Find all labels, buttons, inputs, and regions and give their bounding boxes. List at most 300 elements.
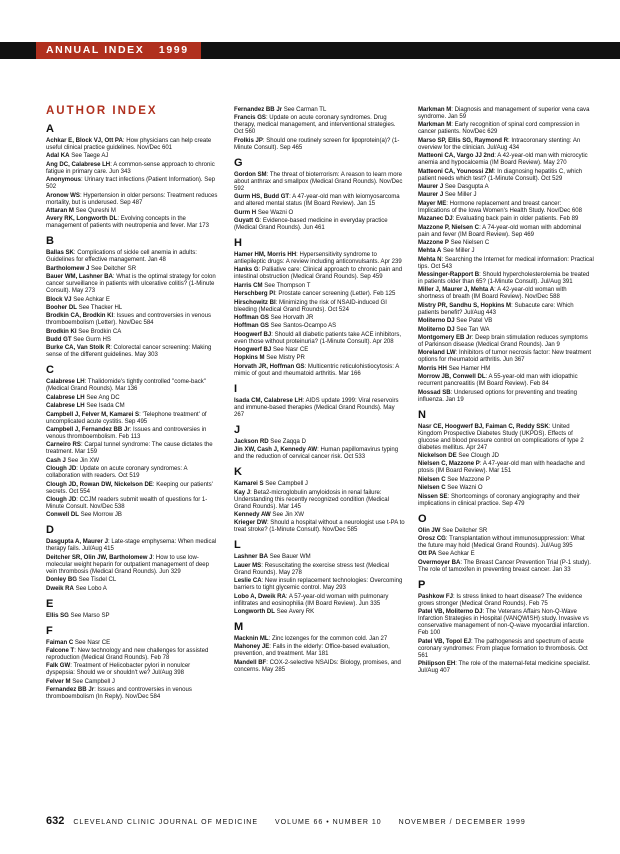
entry-text: : New technology and new challenges for assisted reproduction (Medical Grand Rounds). Feb 78 (46, 647, 209, 661)
letter-heading: G (234, 156, 243, 169)
entry-authors: Anonymous (46, 177, 81, 184)
entry-text: : Beta2-microglobulin amyloidosis in renal failure: Understanding this recently recognized condition (Medical Grand Rounds). Mar 145 (234, 489, 389, 510)
index-entry (46, 427, 218, 441)
entry-authors: Attaran M (46, 207, 74, 214)
index-entry (418, 536, 594, 550)
entry-text: : Thalidomide's tightly controlled "come-back" (Medical Grand Rounds). Mar 136 (46, 379, 206, 393)
entry-authors: Adal KA (46, 153, 70, 160)
entry-text: See Carman TL (282, 107, 327, 113)
entry-authors: Kay J (234, 489, 251, 496)
entry-authors: Mehta A (418, 248, 442, 255)
entry-authors: Francis GS (234, 115, 266, 122)
letter-heading: A (46, 123, 54, 135)
entry-text: : Minimizing the risk of NSAID-induced GI bleeding (Medical Grand Rounds). Oct 524 (234, 299, 387, 313)
entry-text: : Complications of sickle cell anemia in adults: Guidelines for effective management. Jan 48 (46, 250, 197, 264)
entry-text: See Marso SP (68, 612, 110, 619)
index-entry (234, 332, 406, 346)
entry-text: See Mazzone P (445, 476, 490, 483)
index-entry (234, 398, 406, 419)
entry-text: : Inhibitors of tumor necrosis factor: New treatment options for rheumatoid arthritis. Jun 367 (418, 350, 592, 364)
index-entry (46, 412, 218, 426)
index-entry (46, 497, 218, 511)
entry-text: : Multicentric reticulohistiocytosis: A mimic of gout and rheumatoid arthritis. Mar 166 (234, 363, 399, 377)
entry-text: : Early recognition of spinal cord compression in cancer patients. Nov/Dec 629 (418, 122, 580, 136)
entry-authors: Nickelson DE (418, 452, 457, 459)
index-entry (418, 661, 594, 675)
index-entry (46, 555, 218, 576)
entry-authors: Matteoni CA, Younossi ZM (418, 168, 494, 175)
entry-text: : Is stress linked to heart disease? The evidence grows stronger (Medical Grand Rounds). Feb 75 (418, 593, 583, 607)
entry-text: See Horvath JR (268, 314, 314, 321)
index-entry (418, 327, 594, 334)
index-entry (418, 350, 594, 364)
index-entry (418, 485, 594, 492)
index-entry (46, 482, 218, 496)
annual-index-label (36, 42, 201, 59)
entry-text: : A common-sense approach to chronic fatigue in primary care. Jun 343 (46, 161, 215, 175)
entry-text: : Transplantation without immunosuppression: What the future may hold (Medical Grand Rounds). Jul/Aug 395 (418, 535, 585, 549)
entry-authors: Kamarei S (234, 481, 264, 488)
entry-authors: Faiman C (46, 639, 74, 646)
entry-text: : Update on acute coronary syndromes. Drug therapy, medical management, and interventional strategies. Oct 560 (234, 115, 396, 136)
index-entry (418, 494, 594, 508)
entry-authors: Mayer ME (418, 200, 447, 207)
entry-authors: Morris HH (418, 365, 447, 372)
entry-text: See Qureshi M (73, 207, 116, 214)
entry-authors: Nielsen C (418, 476, 446, 483)
entry-text: See Deitcher SR (89, 265, 137, 272)
entry-text: : Update on acute coronary syndromes: A collaboration with readers. Oct 519 (46, 466, 188, 480)
entry-authors: Calabrese LH (46, 379, 85, 386)
index-entry (234, 490, 406, 511)
index-entry (418, 335, 594, 349)
letter-heading: D (46, 524, 54, 537)
entry-text: : What is the optimal strategy for colon cancer surveillance in patients with ulcerative colitis? (1-Minute Consult). May 273 (46, 274, 216, 295)
entry-text: See Ang DC (84, 394, 120, 401)
index-entry (418, 201, 594, 215)
entry-authors: Nissen SE (418, 493, 448, 500)
entry-authors: Marso SP, Ellis SG, Raymond R (418, 137, 508, 144)
entry-text: : Palliative care: Clinical approach to chronic pain and intestinal obstruction (Medical Grand Rounds). Sep 459 (234, 267, 403, 281)
entry-authors: Ellis SG (46, 612, 69, 619)
header-banner (0, 42, 620, 59)
entry-authors: Clough JD, Rowan DW, Nickelson DE (46, 481, 153, 488)
entry-authors: Calabrese LH (46, 394, 85, 401)
entry-text: See Campbell J (263, 481, 308, 488)
index-entry (418, 374, 594, 388)
index-entry (234, 267, 406, 281)
entry-authors: Lashner BA (234, 554, 268, 561)
entry-text: : Intracoronary stenting: An overview for the clinician. Jul/Aug 434 (418, 137, 581, 151)
entry-text: : United Kingdom Prospective Diabetes Study (UKPDS). Effects of glucose and blood pressure control on complications of type 2 diabetes mellitus. Apr 247 (418, 423, 584, 451)
entry-authors: Deitcher SR, Olin JW, Bartholomew J (46, 554, 153, 561)
entry-authors: Harris CM (234, 282, 263, 289)
letter-heading: M (234, 620, 244, 633)
entry-authors: Jackson RD (234, 438, 269, 445)
entry-authors: Gurm HS, Budd GT (234, 194, 290, 201)
entry-authors: Montgomery EB Jr (418, 335, 472, 342)
entry-authors: Patel VB, Topol EJ (418, 638, 471, 645)
volume-number: VOLUME 66 • NUMBER 10 (274, 819, 382, 826)
entry-text: See Nasr CE (271, 347, 309, 354)
index-entry (46, 153, 218, 160)
entry-text: : Colorectal cancer screening: Making sense of the different guidelines. May 303 (46, 345, 212, 359)
index-entry (234, 107, 406, 114)
entry-authors: Olin JW (418, 527, 441, 534)
entry-text: : Urinary tract infections (Patient Information). Sep 502 (46, 177, 216, 191)
entry-authors: Block VJ (46, 296, 72, 303)
entry-authors: Ang DC, Calabrese LH (46, 161, 111, 168)
entry-authors: Isada CM, Calabrese LH (234, 397, 303, 404)
entry-authors: Herschberg PI (234, 291, 275, 298)
entry-authors: Maurer J (418, 192, 444, 199)
index-entry (418, 560, 594, 574)
entry-authors: Calabrese LH (46, 403, 85, 410)
entry-text: : Issues and controversies in venous thromboembolism. Feb 113 (46, 427, 207, 441)
index-entry (418, 366, 594, 373)
entry-authors: Hoogwerf BJ (234, 331, 272, 338)
section-title: AUTHOR INDEX (46, 105, 158, 117)
index-entry (46, 577, 218, 584)
entry-authors: Dweik RA (46, 585, 74, 592)
entry-text: See Gurm HS (71, 337, 111, 344)
entry-text: See Jin XW (270, 512, 305, 519)
entry-text: See Lobo A (73, 585, 107, 592)
index-entry (234, 283, 406, 290)
index-entry (418, 138, 594, 152)
annual-index-year: 1999 (158, 44, 189, 56)
entry-text: See Thompson T (262, 282, 311, 289)
index-entry (234, 660, 406, 674)
entry-text: See Tisdel CL (76, 577, 117, 584)
entry-authors: Maurer J (418, 183, 444, 190)
index-entry (234, 481, 406, 488)
entry-text: See Miller J (443, 192, 477, 199)
index-entry (46, 345, 218, 359)
entry-authors: Miller J, Maurer J, Mehta A (418, 287, 495, 294)
entry-authors: Lobo A, Dweik RA (234, 593, 286, 600)
entry-authors: Conwell DL (46, 512, 79, 519)
entry-authors: Pashkow FJ (418, 593, 453, 600)
entry-authors: Morrow JB, Conwell DL (418, 374, 486, 381)
entry-authors: Cash J (46, 457, 66, 464)
entry-authors: Donley BG (46, 577, 77, 584)
entry-authors: Lauer MS (234, 562, 262, 569)
entry-authors: Mazzone P (418, 239, 449, 246)
index-entry (46, 466, 218, 480)
entry-text: See Isada CM (84, 403, 125, 410)
entry-authors: Philipson EH (418, 660, 456, 667)
index-entry (234, 194, 406, 208)
entry-text: : COX-2-selective NSAIDs: Biology, promises, and concerns. May 285 (234, 659, 401, 673)
index-entry (234, 300, 406, 314)
entry-authors: Mistry PR, Sandhu S, Hopkins M (418, 302, 512, 309)
entry-authors: Messinger-Rapport B (418, 272, 480, 279)
index-entry (46, 379, 218, 393)
entry-text: : Should all diabetic patients take ACE inhibitors, even those without proteinuria? (1-Minute Consult). Apr 208 (234, 331, 402, 345)
entry-authors: Burke CA, Van Stolk R (46, 345, 111, 352)
index-entry (46, 586, 218, 593)
index-entry (46, 208, 218, 215)
entry-text: See Dasgupta A (443, 183, 489, 190)
index-entry (418, 107, 594, 121)
index-entry (234, 210, 406, 217)
entry-text: See Nasr CE (73, 639, 111, 646)
entry-authors: Brodkin KI (46, 328, 77, 335)
entry-text: : Issues and controversies in venous thromboembolism (Letter). Nov/Dec 584 (46, 313, 212, 327)
index-entry (418, 477, 594, 484)
letter-heading: E (46, 597, 54, 610)
index-entry (46, 274, 218, 295)
index-entry (418, 303, 594, 317)
entry-authors: Overmoyer BA (418, 559, 461, 566)
entry-authors: Macknin ML (234, 635, 269, 642)
letter-heading: O (418, 512, 427, 525)
entry-text: : 'Telephone treatment' of uncomplicated acute cystitis. Sep 495 (46, 411, 207, 425)
index-entry (418, 528, 594, 535)
index-entry (418, 594, 594, 608)
entry-text: : Evidence-based medicine in everyday practice (Medical Grand Rounds). Jun 461 (234, 217, 388, 231)
entry-authors: Markman M (418, 107, 452, 113)
index-entry (418, 287, 594, 301)
index-entry (418, 272, 594, 286)
index-entry (418, 257, 594, 271)
entry-authors: Ballas SK (46, 250, 74, 257)
column-1 (46, 105, 218, 703)
entry-text: : AIDS update 1999: Viral reservoirs and immune-based therapies (Medical Grand Rounds). May 267 (234, 397, 399, 418)
entry-text: : A 47-year-old man with leiomyosarcoma and altered mental status (IM Board Review). Jan 15 (234, 194, 400, 208)
page-footer (46, 815, 594, 827)
index-entry (46, 313, 218, 327)
entry-text: See Mistry PR (264, 355, 305, 362)
entry-text: : The Veterans Affairs Non-Q-Wave Infarction Strategies in Hospital (VANQWISH) study. Invasive vs conservative management of non-Q-wave myocardial infarction. Feb 100 (418, 609, 590, 637)
index-entry (418, 424, 594, 452)
index-entry (46, 442, 218, 456)
index-entry (234, 355, 406, 362)
entry-text: See Wazni O (445, 485, 483, 492)
index-entry (234, 644, 406, 658)
entry-authors: Dasgupta A, Maurer J (46, 539, 108, 546)
entry-text: : Shortcomings of coronary angiography and their implications in clinical practice. Sep 479 (418, 493, 581, 507)
entry-authors: Clough JD (46, 496, 77, 503)
entry-text: : A 47-year-old man with headache and ptosis (IM Board Review). Mar 151 (418, 461, 585, 475)
entry-text: : A 42-year-old woman with shortness of breath (IM Board Review). Nov/Dec 588 (418, 287, 567, 301)
entry-authors: Falk GW (46, 663, 71, 670)
index-entry (46, 648, 218, 662)
index-entry (46, 297, 218, 304)
entry-text: : Subacute care: Which patients benefit? Jul/Aug 443 (418, 302, 574, 316)
index-entry (418, 225, 594, 239)
entry-authors: Moliterno DJ (418, 326, 455, 333)
entry-authors: Carneiro RS (46, 442, 81, 449)
entry-authors: Longworth DL (234, 608, 275, 615)
entry-authors: Avery RK, Longworth DL (46, 216, 118, 223)
entry-text: : Zinc lozenges for the common cold. Jan 27 (268, 635, 388, 642)
entry-authors: Moliterno DJ (418, 318, 455, 325)
letter-heading: N (418, 408, 426, 421)
index-entry (46, 305, 218, 312)
index-entry (418, 453, 594, 460)
entry-text: : Hormone replacement and breast cancer: Implications of the Iowa Women's Health Study. Nov/Dec 608 (418, 200, 582, 214)
index-entry (46, 177, 218, 191)
entry-text: : Resuscitating the exercise stress test (Medical Grand Rounds). May 278 (234, 562, 389, 576)
entry-text: See Brodkin CA (76, 328, 122, 335)
entry-text: : Searching the Internet for medical information: Practical tips. Oct 543 (418, 256, 594, 270)
entry-authors: Campbell J, Fernandez BB Jr (46, 427, 130, 434)
index-entry (46, 663, 218, 677)
index-entry (46, 687, 218, 701)
index-entry (46, 539, 218, 553)
entry-authors: Hoogwerf BJ (234, 347, 272, 354)
index-entry (418, 390, 594, 404)
entry-authors: Brodkin CA, Brodkin KI (46, 313, 114, 320)
index-entry (234, 347, 406, 354)
entry-authors: Mazanec DJ (418, 216, 453, 223)
column-3 (418, 107, 594, 676)
entry-text: See Achkar E (436, 551, 475, 558)
index-entry (234, 636, 406, 643)
index-entry (46, 329, 218, 336)
entry-authors: Hanks G (234, 267, 259, 274)
entry-text: See Nielsen C (448, 239, 490, 246)
index-entry (46, 266, 218, 273)
entry-authors: Achkar E, Block VJ, Ott PA (46, 138, 123, 144)
entry-text: : How physicians can help create useful clinical practice guidelines. Nov/Dec 601 (46, 138, 212, 151)
entry-text: : A 74-year-old woman with abdominal pain and fever (IM Board Review). Sep 469 (418, 224, 582, 238)
letter-heading: F (46, 624, 53, 637)
entry-text: : CCJM readers submit wealth of questions for 1-Minute Consult. Nov/Dec 538 (46, 496, 208, 510)
index-entry (46, 403, 218, 410)
entry-text: : The Breast Cancer Prevention Trial (P-1 study). The role of tamoxifen in preventing breast cancer. Jan 33 (418, 559, 591, 573)
entry-text: See Santos-Ocampo AS (268, 323, 337, 330)
index-entry (234, 578, 406, 592)
entry-authors: Hoffman GS (234, 323, 269, 330)
entry-authors: Hirschowitz BI (234, 299, 276, 306)
entry-authors: Krieger DW (234, 520, 267, 527)
index-entry (46, 458, 218, 465)
entry-authors: Nasr CE, Hoogwerf BJ, Faiman C, Reddy SSK (418, 423, 549, 430)
letter-heading: B (46, 235, 54, 248)
entry-text: : Prostate cancer screening (Letter). Feb 125 (275, 291, 396, 298)
entry-text: : Underused options for preventing and treating influenza. Jan 19 (418, 389, 577, 403)
index-entry (234, 115, 406, 136)
entry-text: : Keeping our patients' secrets. Oct 554 (46, 481, 213, 495)
entry-text: See Miller J (441, 248, 475, 255)
entry-text: : Treatment of Helicobacter pylori in nonulcer dyspepsia: Should we or shouldn't we? Jul/Aug 398 (46, 663, 191, 677)
letter-heading: I (234, 382, 238, 395)
index-entry (418, 318, 594, 325)
letter-heading: L (234, 539, 241, 552)
entry-authors: Nielsen C (418, 485, 446, 492)
index-entry (418, 122, 594, 136)
entry-authors: Gordon SM (234, 171, 267, 178)
entry-text: : Issues and controversies in venous thromboembolism (In Reply). Nov/Dec 584 (46, 687, 192, 701)
index-entry (234, 554, 406, 561)
index-entry (234, 218, 406, 232)
index-entry (418, 248, 594, 255)
entry-text: See Zaqqa D (268, 438, 306, 445)
entry-authors: Matteoni CA, Vargo JJ 2nd (418, 153, 495, 160)
index-entry (418, 184, 594, 191)
entry-authors: Ott PA (418, 551, 437, 558)
entry-text: : Evaluating back pain in older patients. Feb 89 (452, 216, 579, 223)
entry-text: : New insulin replacement technologies: Overcoming barriers to tight glycemic control. May 293 (234, 578, 403, 592)
index-entry (46, 216, 218, 230)
entry-text: : Evolving concepts in the management of patients with neutropenia and fever. Mar 173 (46, 216, 210, 230)
index-entry (418, 639, 594, 660)
entry-authors: Mahoney JE (234, 644, 270, 651)
entry-text: : How to use low-molecular weight heparin for outpatient management of deep vein thrombosis (Medical Grand Rounds). Jun 329 (46, 554, 210, 575)
entry-authors: Bauer WM, Lashner BA (46, 274, 113, 281)
entry-text: See Avery RK (274, 608, 315, 615)
entry-text: : Falls in the elderly: Office-based evaluation, prevention, and treatment. Mar 181 (234, 644, 390, 658)
column-2 (234, 107, 406, 675)
index-entry (418, 461, 594, 475)
entry-text: : The pathogenesis and spectrum of acute coronary syndromes: From plaque formation to thrombosis. Oct 561 (418, 638, 588, 659)
entry-authors: Gurm H (234, 209, 257, 216)
entry-authors: Leslie CA (234, 578, 262, 585)
entry-authors: Mossad SB (418, 389, 451, 396)
index-entry (234, 291, 406, 298)
entry-authors: Fernandez BB Jr (46, 687, 95, 694)
entry-text: : A 55-year-old man with idiopathic recurrent pancreatitis (IM Board Review). Feb 84 (418, 374, 578, 388)
entry-authors: Jin XW, Cash J, Kennedy AW (234, 447, 318, 454)
entry-authors: Moreland LW (418, 350, 456, 357)
index-entry (234, 439, 406, 446)
index-entry (46, 162, 218, 176)
index-entry (418, 169, 594, 183)
index-entry (46, 337, 218, 344)
index-entry (234, 609, 406, 616)
index-entry (46, 640, 218, 647)
index-entry (46, 512, 218, 519)
index-entry (418, 153, 594, 167)
index-entry (234, 138, 406, 152)
entry-text: : The role of the maternal-fetal medicine specialist. Jul/Aug 407 (418, 660, 591, 674)
entry-text: : Diagnosis and management of superior vena cava syndrome. Jan 59 (418, 107, 590, 120)
entry-authors: Booher DL (46, 304, 77, 311)
index-entry (234, 520, 406, 534)
entry-text: : The threat of bioterrorism: A reason to learn more about anthrax and smallpox (Medical Grand Rounds). Nov/Dec 592 (234, 171, 403, 192)
entry-authors: Mehta N (418, 256, 442, 263)
entry-text: : In diagnosing hepatitis C, which patient needs which test? (1-Minute Consult). Oct 529 (418, 168, 583, 182)
index-entry (234, 252, 406, 266)
annual-index-title: ANNUAL INDEX (46, 44, 145, 56)
page-number: 632 (46, 815, 65, 827)
entry-authors: Budd GT (46, 337, 72, 344)
entry-authors: Hamer HM, Morris HH (234, 251, 297, 258)
issue-date: NOVEMBER / DECEMBER 1999 (398, 819, 526, 826)
index-entry (418, 609, 594, 637)
entry-authors: Mazzone P, Nielsen C (418, 224, 480, 231)
entry-text: : Human papillomavirus typing and the reduction of cervical cancer risk. Oct 533 (234, 447, 399, 461)
letter-heading: K (234, 466, 242, 479)
letter-heading: P (418, 578, 426, 591)
index-entry (234, 315, 406, 322)
index-entry (46, 395, 218, 402)
entry-authors: Mandell BF (234, 659, 267, 666)
index-entry (418, 216, 594, 223)
entry-authors: Horvath JR, Hoffman GS (234, 363, 305, 370)
entry-authors: Felver M (46, 678, 71, 685)
index-entry (46, 613, 218, 620)
index-entry (234, 323, 406, 330)
entry-text: See Clough JD (456, 452, 500, 459)
index-entry (234, 364, 406, 378)
entry-text: : Should a hospital without a neurologist use t-PA to treat stroke? (1-Minute Consult). Nov/Dec 585 (234, 520, 405, 534)
entry-text: : A 57-year-old woman with pulmonary infiltrates and eosinophilia (IM Board Review). Jun 335 (234, 593, 389, 607)
index-entry (234, 447, 406, 461)
